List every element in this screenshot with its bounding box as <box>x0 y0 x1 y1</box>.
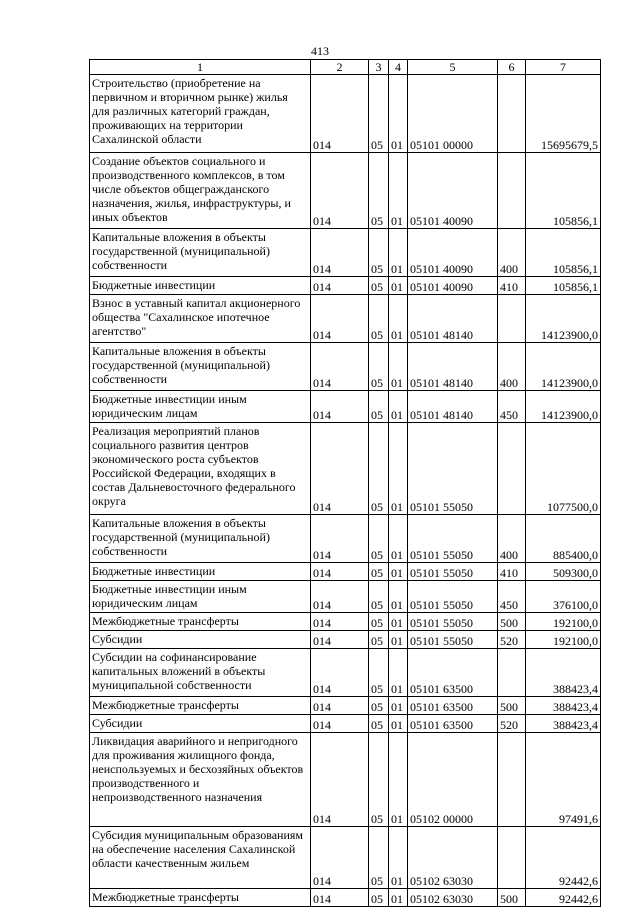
row-section-cell: 05 <box>369 343 389 391</box>
row-amount-cell: 92442,6 <box>526 827 601 889</box>
row-target-item-cell: 05101 40090 <box>408 153 498 229</box>
row-ved-cell: 014 <box>311 631 369 649</box>
row-section-cell: 05 <box>369 229 389 277</box>
row-name-cell: Субсидии <box>90 715 311 733</box>
row-name-cell: Бюджетные инвестиции <box>90 563 311 581</box>
table-row <box>90 515 601 563</box>
row-ved-cell: 014 <box>311 423 369 515</box>
row-subsection-cell: 01 <box>389 581 408 613</box>
row-section-cell: 05 <box>369 715 389 733</box>
budget-table <box>89 59 601 907</box>
row-ved-cell: 014 <box>311 277 369 295</box>
row-amount-cell: 14123900,0 <box>526 391 601 423</box>
row-section-cell: 05 <box>369 613 389 631</box>
row-expense-type-cell: 410 <box>498 277 526 295</box>
row-name-cell: Бюджетные инвестиции иным юридическим лицам <box>90 391 311 423</box>
row-subsection-cell: 01 <box>389 75 408 153</box>
row-subsection-cell: 01 <box>389 889 408 907</box>
row-subsection-cell: 01 <box>389 631 408 649</box>
row-section-cell: 05 <box>369 277 389 295</box>
row-ved-cell: 014 <box>311 613 369 631</box>
row-amount-cell: 388423,4 <box>526 649 601 697</box>
row-ved-cell: 014 <box>311 153 369 229</box>
row-subsection-cell: 01 <box>389 563 408 581</box>
row-section-cell: 05 <box>369 423 389 515</box>
row-subsection-cell: 01 <box>389 343 408 391</box>
row-name-cell: Реализация мероприятий планов социального развития центров экономического роста субъектов Российской Федерации, входящих в состав Дальневосточного федерального округа <box>90 423 311 515</box>
row-section-cell: 05 <box>369 581 389 613</box>
header-cell: 6 <box>498 60 526 75</box>
header-cell: 7 <box>526 60 601 75</box>
row-section-cell: 05 <box>369 631 389 649</box>
table-row <box>90 889 601 907</box>
row-amount-cell: 92442,6 <box>526 889 601 907</box>
table-row <box>90 295 601 343</box>
row-section-cell: 05 <box>369 153 389 229</box>
row-name-cell: Создание объектов социального и производственного комплексов, в том числе объектов общегражданского назначения, жилья, инфраструктуры, и иных объектов <box>90 153 311 229</box>
row-expense-type-cell: 500 <box>498 613 526 631</box>
row-subsection-cell: 01 <box>389 827 408 889</box>
row-name-cell: Субсидии на софинансирование капитальных вложений в объекты муниципальной собственности <box>90 649 311 697</box>
header-cell: 3 <box>369 60 389 75</box>
table-row <box>90 423 601 515</box>
row-amount-cell: 14123900,0 <box>526 343 601 391</box>
table-row <box>90 631 601 649</box>
row-subsection-cell: 01 <box>389 229 408 277</box>
row-ved-cell: 014 <box>311 515 369 563</box>
row-name-cell: Бюджетные инвестиции <box>90 277 311 295</box>
row-amount-cell: 97491,6 <box>526 733 601 827</box>
table-row <box>90 153 601 229</box>
table-row <box>90 733 601 827</box>
table-header-row <box>90 60 601 75</box>
row-subsection-cell: 01 <box>389 649 408 697</box>
header-cell: 1 <box>90 60 311 75</box>
row-expense-type-cell: 520 <box>498 631 526 649</box>
row-amount-cell: 388423,4 <box>526 697 601 715</box>
row-ved-cell: 014 <box>311 295 369 343</box>
row-section-cell: 05 <box>369 697 389 715</box>
row-target-item-cell: 05101 55050 <box>408 581 498 613</box>
row-section-cell: 05 <box>369 827 389 889</box>
table-row <box>90 391 601 423</box>
table-row <box>90 581 601 613</box>
row-expense-type-cell: 500 <box>498 697 526 715</box>
row-subsection-cell: 01 <box>389 613 408 631</box>
row-expense-type-cell: 400 <box>498 515 526 563</box>
row-target-item-cell: 05101 55050 <box>408 515 498 563</box>
header-cell: 5 <box>408 60 498 75</box>
row-amount-cell: 15695679,5 <box>526 75 601 153</box>
row-name-cell: Ликвидация аварийного и непригодного для проживания жилищного фонда, неиспользуемых и бесхозяйных объектов производственного и непроизводственного назначения <box>90 733 311 827</box>
row-ved-cell: 014 <box>311 889 369 907</box>
row-subsection-cell: 01 <box>389 697 408 715</box>
header-cell: 2 <box>311 60 369 75</box>
row-ved-cell: 014 <box>311 715 369 733</box>
row-ved-cell: 014 <box>311 649 369 697</box>
table-row <box>90 229 601 277</box>
row-subsection-cell: 01 <box>389 295 408 343</box>
row-subsection-cell: 01 <box>389 423 408 515</box>
row-amount-cell: 1077500,0 <box>526 423 601 515</box>
row-amount-cell: 509300,0 <box>526 563 601 581</box>
row-amount-cell: 105856,1 <box>526 277 601 295</box>
row-target-item-cell: 05101 63500 <box>408 715 498 733</box>
row-name-cell: Взнос в уставный капитал акционерного общества "Сахалинское ипотечное агентство" <box>90 295 311 343</box>
row-expense-type-cell: 450 <box>498 581 526 613</box>
row-name-cell: Межбюджетные трансферты <box>90 889 311 907</box>
row-target-item-cell: 05101 55050 <box>408 631 498 649</box>
row-expense-type-cell: 520 <box>498 715 526 733</box>
row-ved-cell: 014 <box>311 391 369 423</box>
row-expense-type-cell <box>498 153 526 229</box>
row-name-cell: Капитальные вложения в объекты государственной (муниципальной) собственности <box>90 343 311 391</box>
row-name-cell: Капитальные вложения в объекты государственной (муниципальной) собственности <box>90 229 311 277</box>
table-row <box>90 75 601 153</box>
row-name-cell: Субсидия муниципальным образованиям на обеспечение населения Сахалинской области качественным жильем <box>90 827 311 889</box>
row-expense-type-cell: 500 <box>498 889 526 907</box>
table-row <box>90 277 601 295</box>
row-target-item-cell: 05101 55050 <box>408 563 498 581</box>
row-expense-type-cell <box>498 295 526 343</box>
row-expense-type-cell: 450 <box>498 391 526 423</box>
row-target-item-cell: 05102 00000 <box>408 733 498 827</box>
row-expense-type-cell <box>498 423 526 515</box>
row-name-cell: Строительство (приобретение на первичном и вторичном рынке) жилья для различных категорий граждан, проживающих на территории Сахалинской области <box>90 75 311 153</box>
row-amount-cell: 105856,1 <box>526 229 601 277</box>
row-target-item-cell: 05101 48140 <box>408 295 498 343</box>
row-target-item-cell: 05101 00000 <box>408 75 498 153</box>
row-subsection-cell: 01 <box>389 715 408 733</box>
table-row <box>90 563 601 581</box>
row-expense-type-cell: 400 <box>498 229 526 277</box>
row-section-cell: 05 <box>369 391 389 423</box>
row-subsection-cell: 01 <box>389 391 408 423</box>
row-name-cell: Капитальные вложения в объекты государственной (муниципальной) собственности <box>90 515 311 563</box>
row-amount-cell: 192100,0 <box>526 631 601 649</box>
row-target-item-cell: 05101 40090 <box>408 229 498 277</box>
row-subsection-cell: 01 <box>389 277 408 295</box>
row-expense-type-cell <box>498 75 526 153</box>
row-ved-cell: 014 <box>311 563 369 581</box>
page-number: 413 <box>311 44 329 58</box>
row-target-item-cell: 05102 63030 <box>408 889 498 907</box>
row-name-cell: Межбюджетные трансферты <box>90 697 311 715</box>
row-target-item-cell: 05101 48140 <box>408 343 498 391</box>
row-section-cell: 05 <box>369 649 389 697</box>
row-target-item-cell: 05101 55050 <box>408 423 498 515</box>
row-ved-cell: 014 <box>311 827 369 889</box>
row-ved-cell: 014 <box>311 75 369 153</box>
table-row <box>90 697 601 715</box>
table-row <box>90 649 601 697</box>
row-target-item-cell: 05101 63500 <box>408 697 498 715</box>
row-ved-cell: 014 <box>311 697 369 715</box>
row-ved-cell: 014 <box>311 229 369 277</box>
row-expense-type-cell <box>498 733 526 827</box>
row-name-cell: Субсидии <box>90 631 311 649</box>
row-target-item-cell: 05101 55050 <box>408 613 498 631</box>
row-expense-type-cell <box>498 649 526 697</box>
row-section-cell: 05 <box>369 563 389 581</box>
row-target-item-cell: 05101 48140 <box>408 391 498 423</box>
row-section-cell: 05 <box>369 75 389 153</box>
row-subsection-cell: 01 <box>389 515 408 563</box>
row-expense-type-cell: 400 <box>498 343 526 391</box>
row-target-item-cell: 05102 63030 <box>408 827 498 889</box>
row-target-item-cell: 05101 40090 <box>408 277 498 295</box>
row-subsection-cell: 01 <box>389 733 408 827</box>
table-row <box>90 715 601 733</box>
header-cell: 4 <box>389 60 408 75</box>
row-ved-cell: 014 <box>311 581 369 613</box>
row-amount-cell: 14123900,0 <box>526 295 601 343</box>
row-amount-cell: 376100,0 <box>526 581 601 613</box>
row-expense-type-cell <box>498 827 526 889</box>
table-row <box>90 343 601 391</box>
row-amount-cell: 388423,4 <box>526 715 601 733</box>
row-section-cell: 05 <box>369 515 389 563</box>
row-amount-cell: 885400,0 <box>526 515 601 563</box>
row-amount-cell: 192100,0 <box>526 613 601 631</box>
table-row <box>90 827 601 889</box>
row-ved-cell: 014 <box>311 343 369 391</box>
row-section-cell: 05 <box>369 889 389 907</box>
row-expense-type-cell: 410 <box>498 563 526 581</box>
row-target-item-cell: 05101 63500 <box>408 649 498 697</box>
row-amount-cell: 105856,1 <box>526 153 601 229</box>
row-section-cell: 05 <box>369 733 389 827</box>
row-section-cell: 05 <box>369 295 389 343</box>
table-row <box>90 613 601 631</box>
row-name-cell: Межбюджетные трансферты <box>90 613 311 631</box>
row-ved-cell: 014 <box>311 733 369 827</box>
row-subsection-cell: 01 <box>389 153 408 229</box>
row-name-cell: Бюджетные инвестиции иным юридическим лицам <box>90 581 311 613</box>
